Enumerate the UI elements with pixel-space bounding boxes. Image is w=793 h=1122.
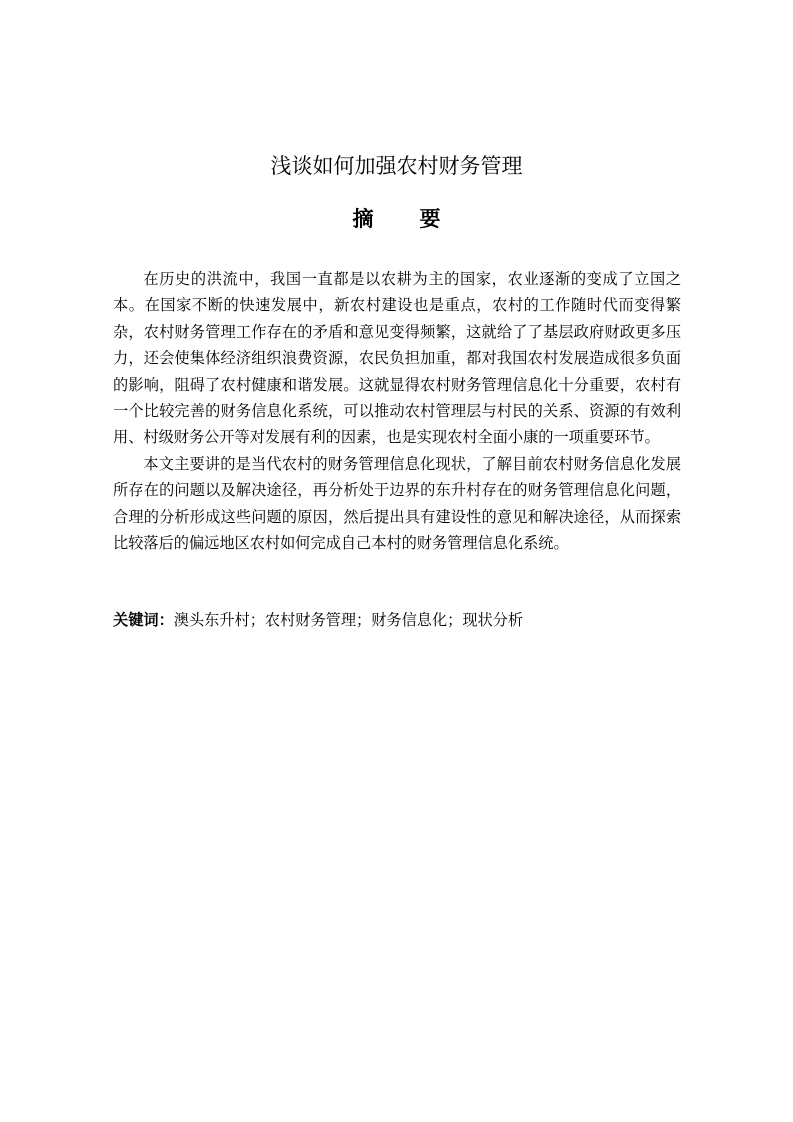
- keywords-text: 澳头东升村；农村财务管理；财务信息化；现状分析: [173, 611, 524, 629]
- abstract-paragraph-1: 在历史的洪流中，我国一直都是以农耕为主的国家，农业逐渐的变成了立国之本。在国家不断的快速发展中，新农村建设也是重点，农村的工作随时代而变得繁杂，农村财务管理工作存在的矛盾和意见变得频繁，这就给了了基层政府财政更多压力，还会使集体经济组织浪费资源，农民负担加重，都对我国农村发展造成很多负面的影响，阻碍了农村健康和谐发展。这就显得农村财务管理信息化十分重要，农村有一个比较完善的财务信息化系统，可以推动农村管理层与村民的关系、资源的有效利用、村级财务公开等对发展有利的因素，也是实现农村全面小康的一项重要环节。: [113, 270, 681, 447]
- abstract-body: [113, 266, 681, 556]
- keywords-label: 关键词：: [113, 611, 174, 629]
- abstract-paragraph-2: 本文主要讲的是当代农村的财务管理信息化现状，了解目前农村财务信息化发展所存在的问题以及解决途径，再分析处于边界的东升村存在的财务管理信息化问题，合理的分析形成这些问题的原因，然后提出具有建设性的意见和解决途径，从而探索比较落后的偏远地区农村如何完成自己本村的财务管理信息化系统。: [113, 454, 681, 553]
- abstract-heading: [0, 205, 793, 233]
- document-title: 浅谈如何加强农村财务管理: [270, 154, 523, 178]
- keywords-line: [113, 608, 681, 632]
- abstract-heading-char-1: 摘: [352, 207, 374, 231]
- abstract-heading-char-2: 要: [419, 207, 441, 231]
